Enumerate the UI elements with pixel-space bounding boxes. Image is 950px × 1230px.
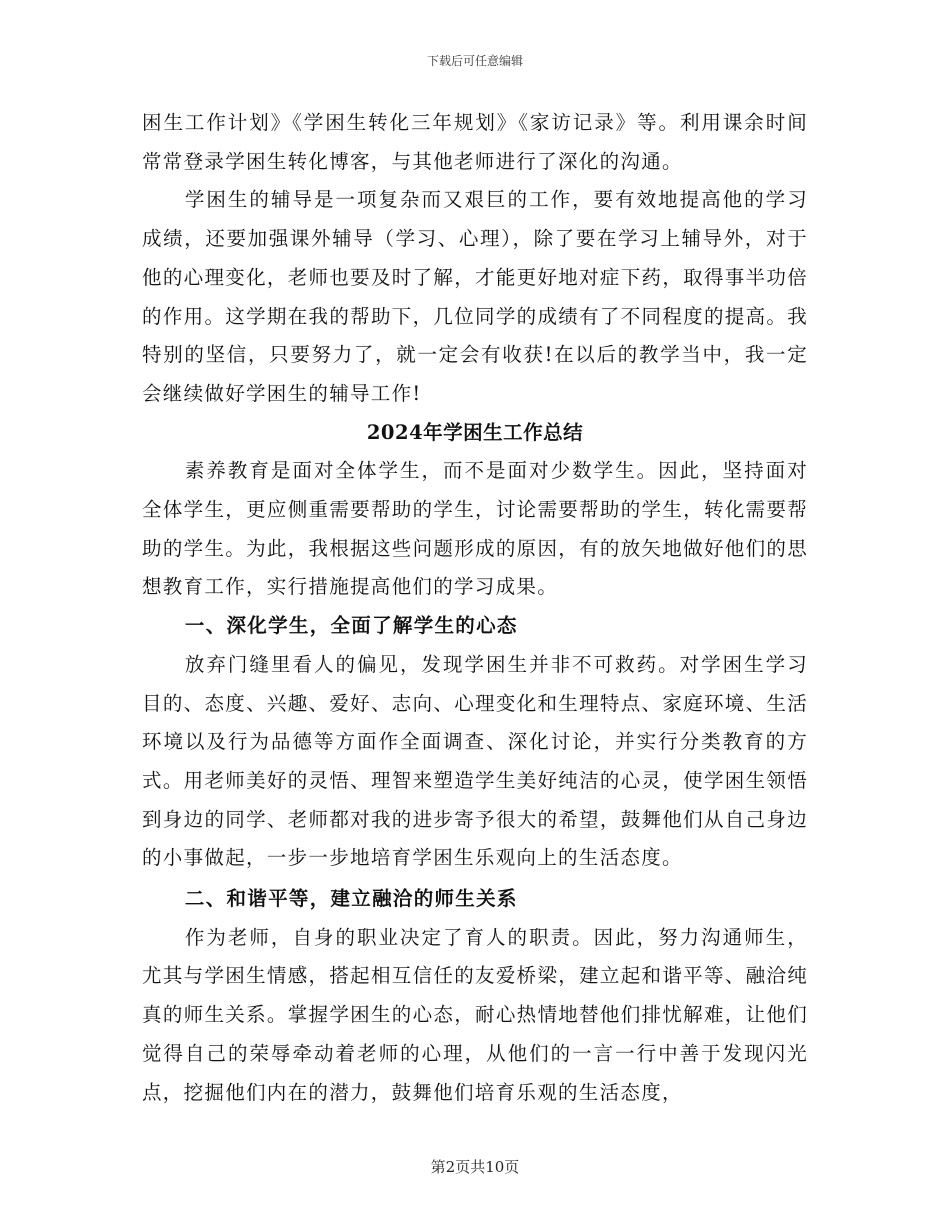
body-paragraph: 学困生的辅导是一项复杂而又艰巨的工作，要有效地提高他的学习成绩，还要加强课外辅导（学习、心理），除了要在学习上辅导外，对于他的心理变化，老师也要及时了解，才能更好地对症下药，取得事半功倍的作用。这学期在我的帮助下，几位同学的成绩有了不同程度的提高。我特别的坚信，只要努力了，就一定会有收获!在以后的教学当中，我一定会继续做好学困生的辅导工作! xyxy=(142,188,808,405)
body-paragraph: 素养教育是面对全体学生，而不是面对少数学生。因此，坚持面对全体学生，更应侧重需要帮助的学生，讨论需要帮助的学生，转化需要帮助的学生。为此，我根据这些问题形成的原因，有的放矢地做好他们的思想教育工作，实行措施提高他们的学习成果。 xyxy=(142,459,808,599)
page-header: 下载后可任意编辑 xyxy=(426,54,523,68)
document-body xyxy=(142,104,808,1112)
continued-paragraph: 困生工作计划》《学困生转化三年规划》《家访记录》等。利用课余时间常常登录学困生转化博客，与其他老师进行了深化的沟通。 xyxy=(142,111,808,173)
section-heading-2: 二、和谐平等，建立融洽的师生关系 xyxy=(184,887,518,911)
section-heading-1: 一、深化学生，全面了解学生的心态 xyxy=(184,614,518,638)
body-paragraph: 作为老师，自身的职业决定了育人的职责。因此，努力沟通师生，尤其与学困生情感，搭起相互信任的友爱桥梁，建立起和谐平等、融洽纯真的师生关系。掌握学困生的心态，耐心热情地替他们排忧解难，让他们觉得自己的荣辱牵动着老师的心理，从他们的一言一行中善于发现闪光点，挖掘他们内在的潜力，鼓舞他们培育乐观的生活态度， xyxy=(142,925,808,1104)
page-footer: 第2页共10页 xyxy=(430,1158,520,1176)
body-paragraph: 放弃门缝里看人的偏见，发现学困生并非不可救药。对学困生学习目的、态度、兴趣、爱好、志向、心理变化和生理特点、家庭环境、生活环境以及行为品德等方面作全面调查、深化讨论，并实行分类教育的方式。用老师美好的灵悟、理智来塑造学生美好纯洁的心灵，使学困生领悟到身边的同学、老师都对我的进步寄予很大的希望，鼓舞他们从自己身边的小事做起，一步一步地培育学困生乐观向上的生活态度。 xyxy=(142,652,808,870)
section-title: 2024年学困生工作总结 xyxy=(366,420,584,444)
